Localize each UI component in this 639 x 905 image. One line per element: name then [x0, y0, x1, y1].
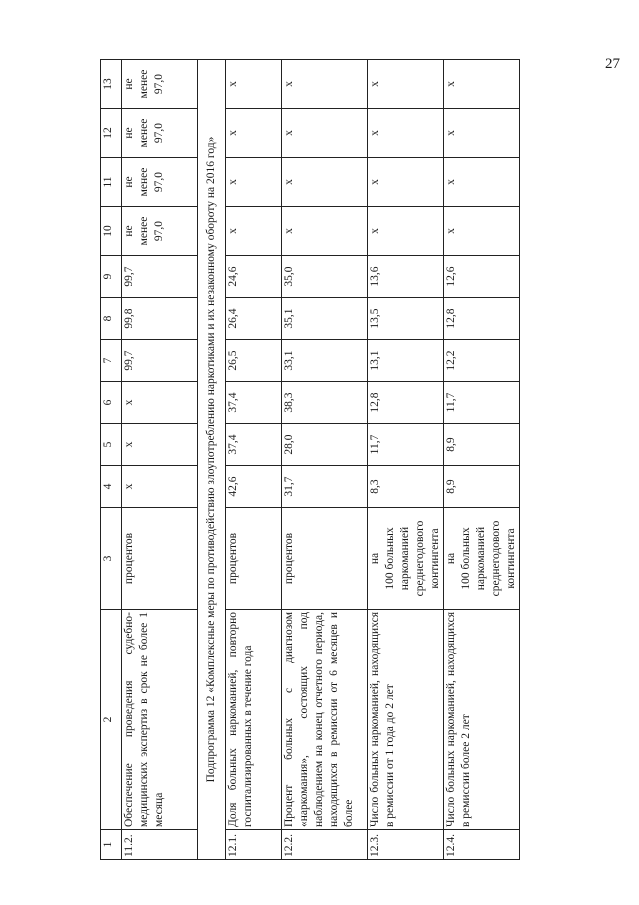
subprogram-title: Подпрограмма 12 «Комплексные меры по противодействию злоупотреблению наркотиками и их незаконному обороту на 2016 год»: [198, 60, 226, 860]
indicator-value: х: [444, 158, 520, 207]
indicator-value: 35,0: [282, 256, 368, 298]
indicator-value: 12,8: [444, 298, 520, 340]
indicator-value: х: [444, 207, 520, 256]
indicator-value: 38,3: [282, 382, 368, 424]
table-row: [282, 60, 368, 860]
column-header: 2: [101, 610, 122, 830]
indicator-value: 11,7: [368, 424, 444, 466]
indicator-value: 13,1: [368, 340, 444, 382]
unit-of-measure: на 100 больных наркоманией среднегодового контингента: [368, 508, 444, 610]
column-header: 9: [101, 256, 122, 298]
table-row: [226, 60, 282, 860]
indicator-value: х: [368, 60, 444, 109]
column-header: 12: [101, 109, 122, 158]
indicator-value: 13,5: [368, 298, 444, 340]
indicator-value: 37,4: [226, 424, 282, 466]
indicator-value: х: [444, 60, 520, 109]
indicator-value: 26,4: [226, 298, 282, 340]
column-header: 7: [101, 340, 122, 382]
indicator-value: 24,6: [226, 256, 282, 298]
subprogram-row: [198, 60, 226, 860]
unit-of-measure: на 100 больных наркоманией среднегодового контингента: [444, 508, 520, 610]
indicator-value: х: [122, 382, 198, 424]
column-header: 3: [101, 508, 122, 610]
indicator-value: х: [282, 109, 368, 158]
indicator-value: 11,7: [444, 382, 520, 424]
unit-of-measure: процентов: [226, 508, 282, 610]
column-header: 4: [101, 466, 122, 508]
indicator-value: х: [122, 424, 198, 466]
column-header: 8: [101, 298, 122, 340]
indicator-value: х: [368, 207, 444, 256]
row-number: 12.4.: [444, 830, 520, 860]
column-header: 13: [101, 60, 122, 109]
row-number: 12.3.: [368, 830, 444, 860]
indicator-value: 12,8: [368, 382, 444, 424]
indicator-value: х: [444, 109, 520, 158]
indicators-table: [100, 59, 520, 860]
rotated-table-container: [100, 60, 540, 860]
indicator-value: х: [282, 158, 368, 207]
indicator-value: х: [282, 60, 368, 109]
indicator-name: Число больных наркоманией, находящихся в ремиссии более 2 лет: [444, 610, 520, 830]
indicator-value: х: [226, 207, 282, 256]
indicator-value: х: [226, 60, 282, 109]
row-number: 11.2.: [122, 830, 198, 860]
indicator-value: 28,0: [282, 424, 368, 466]
indicator-value: 99,7: [122, 340, 198, 382]
indicator-value: 33,1: [282, 340, 368, 382]
indicator-value: х: [226, 109, 282, 158]
column-header: 11: [101, 158, 122, 207]
indicator-value: 13,6: [368, 256, 444, 298]
indicator-value: не менее 97,0: [122, 158, 198, 207]
indicator-value: х: [122, 466, 198, 508]
column-header: 6: [101, 382, 122, 424]
indicator-name: Процент больных с диагнозом «наркомания», состоящих под наблюдением на конец отчетного периода, находящихся в ремиссии от 6 месяцев и более: [282, 610, 368, 830]
column-header: 1: [101, 830, 122, 860]
indicator-name: Доля больных наркоманией, повторно госпитализированных в течение года: [226, 610, 282, 830]
indicator-value: 26,5: [226, 340, 282, 382]
indicator-value: х: [282, 207, 368, 256]
indicator-value: не менее 97,0: [122, 60, 198, 109]
indicator-value: 8,9: [444, 466, 520, 508]
indicator-value: 12,2: [444, 340, 520, 382]
unit-of-measure: процентов: [122, 508, 198, 610]
indicator-value: 31,7: [282, 466, 368, 508]
indicator-value: 35,1: [282, 298, 368, 340]
column-header: 10: [101, 207, 122, 256]
indicator-value: не менее 97,0: [122, 207, 198, 256]
table-header-row: [101, 60, 122, 860]
indicator-value: не менее 97,0: [122, 109, 198, 158]
indicator-value: 37,4: [226, 382, 282, 424]
indicator-name: Число больных наркоманией, находящихся в ремиссии от 1 года до 2 лет: [368, 610, 444, 830]
row-number: 12.1.: [226, 830, 282, 860]
indicator-value: 8,3: [368, 466, 444, 508]
indicator-value: 99,7: [122, 256, 198, 298]
indicator-value: 12,6: [444, 256, 520, 298]
page-number: 27: [605, 56, 620, 72]
unit-of-measure: процентов: [282, 508, 368, 610]
indicator-value: х: [368, 109, 444, 158]
indicator-value: 8,9: [444, 424, 520, 466]
indicator-value: х: [368, 158, 444, 207]
indicator-name: Обеспечение проведения судебно-медицинских экспертиз в срок не более 1 месяца: [122, 610, 198, 830]
indicator-value: х: [226, 158, 282, 207]
table-row: [368, 60, 444, 860]
table-row: [444, 60, 520, 860]
row-number: 12.2.: [282, 830, 368, 860]
column-header: 5: [101, 424, 122, 466]
indicator-value: 99,8: [122, 298, 198, 340]
indicator-value: 42,6: [226, 466, 282, 508]
table-row: [122, 60, 198, 860]
